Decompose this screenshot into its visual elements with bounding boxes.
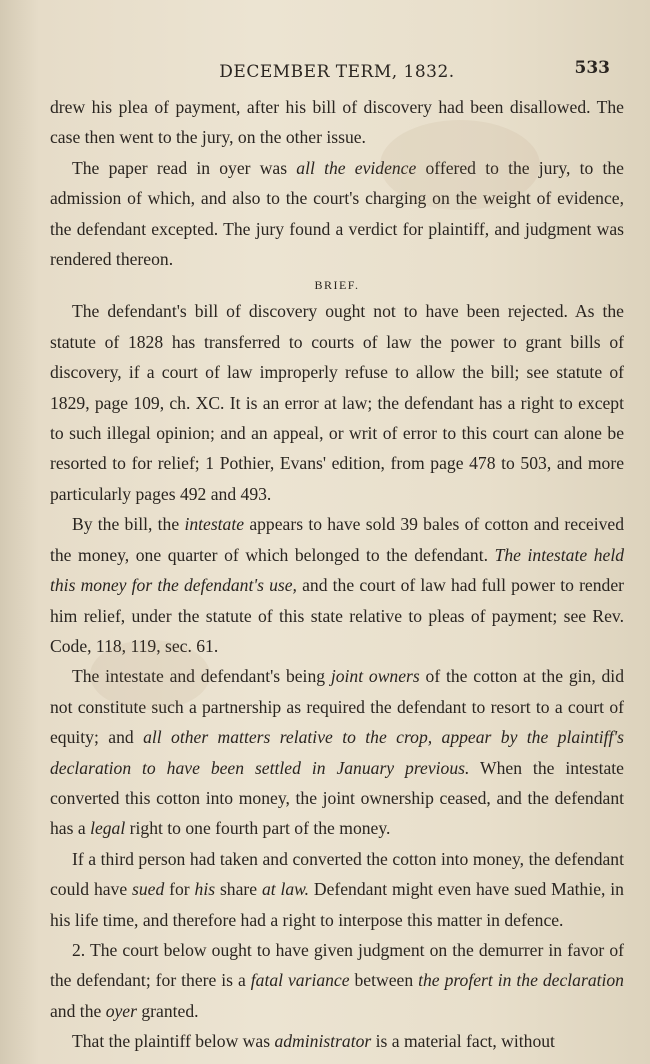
paragraph-joint-owners: The intestate and defendant's being joint owners of the cotton at the gin, did not constitute such a partnership as required the defendant to resort to a court of equity; and all other matters relative to the crop, appear by the plaintiff's declaration to have been settled in January previous. When the intestate converted this cotton into money, the joint ownership ceased, and the defendant has a legal right to one fourth part of the money. — [50, 666, 624, 839]
body-text — [50, 92, 624, 1057]
page-header — [50, 52, 624, 92]
paragraph-oyer: The paper read in oyer was all the evidence offered to the jury, to the admission of which, and also to the court's charging on the weight of evidence, the defendant excepted. The jury found a verdict for plaintiff, and judgment was rendered thereon. — [50, 157, 624, 270]
paragraph-demurrer: 2. The court below ought to have given judgment on the demurrer in favor of the defendant; for there is a fatal variance between the profert in the declaration and the oyer granted. — [50, 939, 624, 1021]
paragraph-intestate: By the bill, the intestate appears to have sold 39 bales of cotton and received the money, one quarter of which belonged to the defendant. The intestate held this money for the defendant's use, and the court of law had full power to render him relief, under the statute of this state relative to pleas of payment; see Rev. Code, 118, 119, sec. 61. — [50, 514, 624, 656]
paragraph-administrator: That the plaintiff below was administrator is a material fact, without — [72, 1031, 555, 1052]
paragraph-continuation: drew his plea of payment, after his bill of discovery had been disallowed. The case then went to the jury, on the other issue. — [50, 97, 624, 148]
brief-heading: BRIEF. — [314, 278, 360, 293]
paragraph-discovery: The defendant's bill of discovery ought not to have been rejected. As the statute of 1828 has transferred to courts of law the power to grant bills of discovery, if a court of law improperly refuse to allow the bill; see statute of 1829, page 109, ch. XC. It is an error at law; the defendant has a right to except to such illegal opinion; and an appeal, or writ of error to this court can alone be resorted to for relief; 1 Pothier, Evans' edition, from page 478 to 503, and more particularly pages 492 and 493. — [50, 301, 624, 504]
running-head: DECEMBER TERM, 1832. — [219, 62, 455, 82]
paragraph-third-person: If a third person had taken and converted the cotton into money, the defendant could have sued for his share at law. Defendant might even have sued Mathie, in his life time, and therefore had a right to interpose this matter in defence. — [50, 848, 624, 930]
page-number: 533 — [574, 58, 610, 78]
